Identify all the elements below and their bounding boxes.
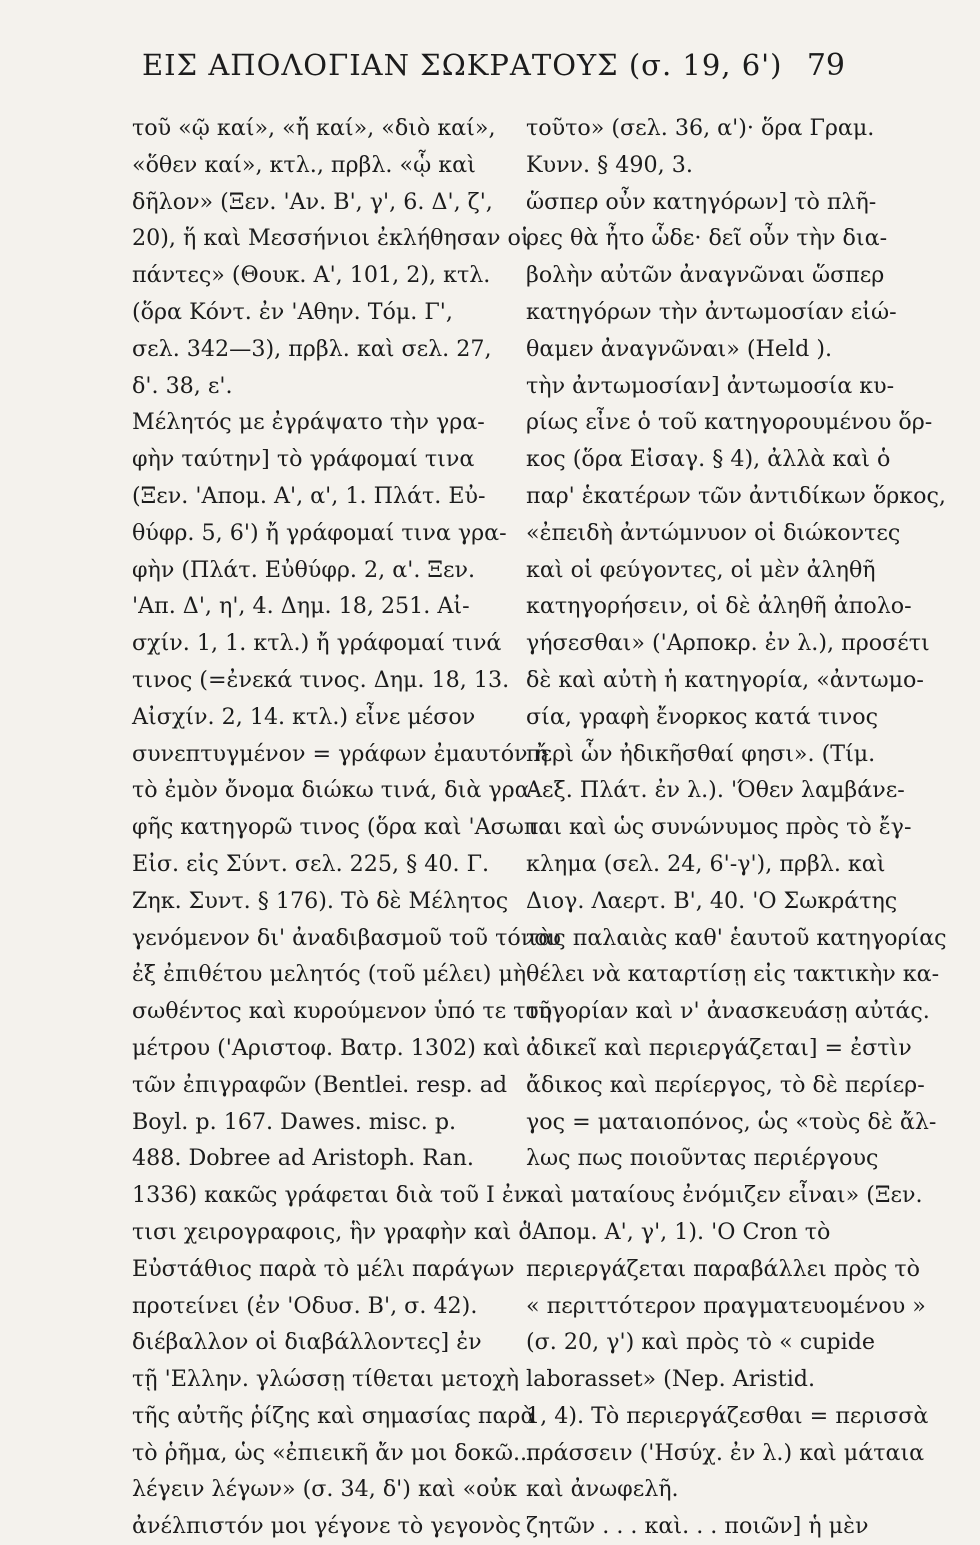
text-line: γος = ματαιοπόνος, ὡς «τοὺς δὲ ἄλ-	[526, 1108, 937, 1135]
text-line: φὴν (Πλάτ. Εὐθύφρ. 2, α'. Ξεν.	[132, 556, 476, 583]
text-line: λέγειν λέγων» (σ. 34, δ') καὶ «οὐκ	[132, 1476, 517, 1503]
text-line: τῇ 'Ελλην. γλώσσῃ τίθεται μετοχὴ	[132, 1366, 520, 1393]
column-gutter	[507, 120, 508, 1480]
text-line: Αἰσχίν. 2, 14. κτλ.) εἶνε μέσον	[132, 703, 476, 730]
text-line: καὶ ἀνωφελῆ.	[526, 1476, 679, 1503]
text-line: δῆλον» (Ξεν. 'Αν. Β', γ', 6. Δ', ζ',	[132, 188, 493, 215]
text-line: Ζηκ. Συντ. § 176). Τὸ δὲ Μέλητος	[132, 887, 509, 914]
page-header	[130, 40, 845, 90]
text-line: ζητῶν . . . καὶ. . . ποιῶν] ἡ μὲν	[526, 1513, 869, 1540]
text-line: σία, γραφὴ ἔνορκος κατά τινος	[526, 703, 879, 730]
text-line: γενόμενον δι' ἀναδιβασμοῦ τοῦ τόνου	[132, 924, 562, 951]
text-line: τὴν ἀντωμοσίαν] ἀντωμοσία κυ-	[526, 372, 895, 399]
text-line: Λεξ. Πλάτ. ἐν λ.). 'Όθεν λαμβάνε-	[526, 777, 905, 804]
text-line: 1, 4). Τὸ περιεργάζεσθαι = περισσὰ	[526, 1402, 929, 1429]
text-line: καὶ οἱ φεύγοντες, οἱ μὲν ἀληθῆ	[526, 556, 876, 583]
text-line: ἄδικος καὶ περίεργος, τὸ δὲ περίερ-	[526, 1071, 925, 1098]
text-line: τὰς παλαιὰς καθ' ἑαυτοῦ κατηγορίας	[526, 924, 947, 951]
text-line: δ'. 38, ε'.	[132, 372, 233, 399]
text-line: Κυνν. § 490, 3.	[526, 151, 693, 178]
text-line: περὶ ὧν ἠδικῆσθαί φησι». (Τίμ.	[526, 740, 876, 767]
text-line: σωθέντος καὶ κυρούμενον ὑπό τε τοῦ	[132, 998, 553, 1025]
text-line: laborasset» (Nep. Aristid.	[526, 1366, 816, 1393]
text-line: δὲ καὶ αὐτὴ ἡ κατηγορία, «ἀντωμο-	[526, 666, 924, 693]
text-line: ἀδικεῖ καὶ περιεργάζεται] = ἐστὶν	[526, 1034, 912, 1061]
text-line: ὥσπερ οὖν κατηγόρων] τὸ πλῆ-	[526, 188, 877, 215]
page-number: 79	[806, 48, 845, 83]
text-line: τὸ ῥῆμα, ὡς «ἐπιεικῆ ἄν μοι δοκῶ...	[132, 1439, 535, 1466]
text-line: 20), ἥ καὶ Μεσσήνιοι ἐκλήθησαν οἱ	[132, 225, 530, 252]
text-line: σχίν. 1, 1. κτλ.) ἤ γράφομαί τινά	[132, 630, 502, 657]
text-line: Διογ. Λαερτ. Β', 40. 'Ο Σωκράτης	[526, 887, 898, 914]
text-line: κος (ὅρα Εἰσαγ. § 4), ἀλλὰ καὶ ὁ	[526, 446, 891, 473]
text-line: ρίως εἶνε ὁ τοῦ κατηγορουμένου ὅρ-	[526, 409, 933, 436]
text-line: Εὐστάθιος παρὰ τὸ μέλι παράγων	[132, 1255, 515, 1282]
text-line: πάντες» (Θουκ. Α', 101, 2), κτλ.	[132, 262, 491, 289]
text-line: τηγορίαν καὶ ν' ἀνασκευάσῃ αὐτάς.	[526, 998, 930, 1025]
text-line: τὸ ἐμὸν ὄνομα διώκω τινά, διὰ γρα-	[132, 777, 538, 804]
text-line: φῆς κατηγορῶ τινος (ὅρα καὶ 'Ασωπ.	[132, 814, 546, 841]
text-line: (σ. 20, γ') καὶ πρὸς τὸ « cupide	[526, 1329, 876, 1356]
text-line: τοῦ «ῷ καί», «ἤ καί», «διὸ καί»,	[132, 115, 496, 141]
left-column	[132, 110, 562, 1545]
text-line: κατηγορήσειν, οἱ δὲ ἀληθῆ ἀπολο-	[526, 593, 912, 620]
text-line: ἀνέλπιστόν μοι γέγονε τὸ γεγονὸς	[132, 1513, 521, 1540]
text-line: τοῦτο» (σελ. 36, α')· ὅρα Γραμ.	[526, 115, 875, 141]
text-line: «ἐπειδὴ ἀντώμνυον οἱ διώκοντες	[526, 519, 901, 546]
text-line: (Ξεν. 'Απομ. Α', α', 1. Πλάτ. Εὐ-	[132, 482, 486, 509]
text-line: 'Απ. Δ', η', 4. Δημ. 18, 251. Αἰ-	[132, 593, 470, 620]
text-line: φὴν ταύτην] τὸ γράφομαί τινα	[132, 446, 475, 473]
text-line: καὶ ματαίους ἐνόμιζεν εἶναι» (Ξεν.	[526, 1182, 923, 1209]
text-line: λως πως ποιοῦντας περιέργους	[526, 1145, 879, 1172]
text-line: σελ. 342—3), πρβλ. καὶ σελ. 27,	[132, 335, 492, 362]
text-line: συνεπτυγμένον = γράφων ἐμαυτόν ἤ	[132, 740, 548, 767]
text-line: πράσσειν ('Ησύχ. ἐν λ.) καὶ μάταια	[526, 1439, 925, 1466]
text-line: περιεργάζεται παραβάλλει πρὸς τὸ	[526, 1255, 921, 1282]
text-line: θαμεν ἀναγνῶναι» (Held ).	[526, 335, 833, 362]
text-line: ται καὶ ὡς συνώνυμος πρὸς τὸ ἔγ-	[526, 814, 912, 841]
text-line: 488. Dobree ad Aristoph. Ran.	[132, 1145, 474, 1172]
right-column	[526, 110, 947, 1545]
text-line: ρες θὰ ἦτο ὧδε· δεῖ οὖν τὴν δια-	[526, 225, 888, 252]
text-line: 'Απομ. Α', γ', 1). 'Ο Cron τὸ	[526, 1218, 831, 1245]
text-line: τισι χειρογραφοις, ἣν γραφὴν καὶ ὁ	[132, 1218, 532, 1245]
text-line: κλημα (σελ. 24, 6'-γ'), πρβλ. καὶ	[526, 850, 886, 877]
text-line: κατηγόρων τὴν ἀντωμοσίαν εἰώ-	[526, 298, 897, 325]
text-line: Boyl. p. 167. Dawes. misc. p.	[132, 1108, 457, 1135]
text-line: θύφρ. 5, 6') ἤ γράφομαί τινα γρα-	[132, 519, 507, 546]
text-line: Μέλητός με ἐγράψατο τὴν γρα-	[132, 409, 485, 436]
text-line: τῆς αὐτῆς ῥίζης καὶ σημασίας παρὰ	[132, 1402, 536, 1429]
text-line: τῶν ἐπιγραφῶν (Bentlei. resp. ad	[132, 1071, 508, 1098]
text-line: ἐξ ἐπιθέτου μελητός (τοῦ μέλει) μὴ	[132, 961, 527, 988]
text-line: προτείνει (ἐν 'Οδυσ. Β', σ. 42).	[132, 1292, 478, 1319]
text-line: «ὅθεν καί», κτλ., πρβλ. «ᾧ καὶ	[132, 151, 476, 178]
text-line: (ὅρα Κόντ. ἐν 'Αθην. Τόμ. Γ',	[132, 298, 453, 325]
text-line: βολὴν αὐτῶν ἀναγνῶναι ὥσπερ	[526, 262, 885, 289]
text-line: τινος (=ἐνεκά τινος. Δημ. 18, 13.	[132, 666, 510, 693]
text-line: 1336) κακῶς γράφεται διὰ τοῦ Ι ἐν	[132, 1182, 528, 1209]
text-line: παρ' ἑκατέρων τῶν ἀντιδίκων ὅρκος,	[526, 482, 946, 509]
text-line: μέτρου ('Αριστοφ. Βατρ. 1302) καὶ	[132, 1034, 521, 1061]
text-line: διέβαλλον οἱ διαβάλλοντες] ἐν	[132, 1329, 482, 1356]
text-line: Εἰσ. εἰς Σύντ. σελ. 225, § 40. Γ.	[132, 850, 490, 877]
text-line: θέλει νὰ καταρτίσῃ εἰς τακτικὴν κα-	[526, 961, 940, 988]
text-line: « περιττότερον πραγματευομένου »	[526, 1292, 926, 1319]
running-head: ΕΙΣ ΑΠΟΛΟΓΙΑΝ ΣΩΚΡΑΤΟΥΣ (σ. 19, 6')	[142, 48, 783, 82]
text-line: γήσεσθαι» ('Αρποκρ. ἐν λ.), προσέτι	[526, 630, 930, 657]
